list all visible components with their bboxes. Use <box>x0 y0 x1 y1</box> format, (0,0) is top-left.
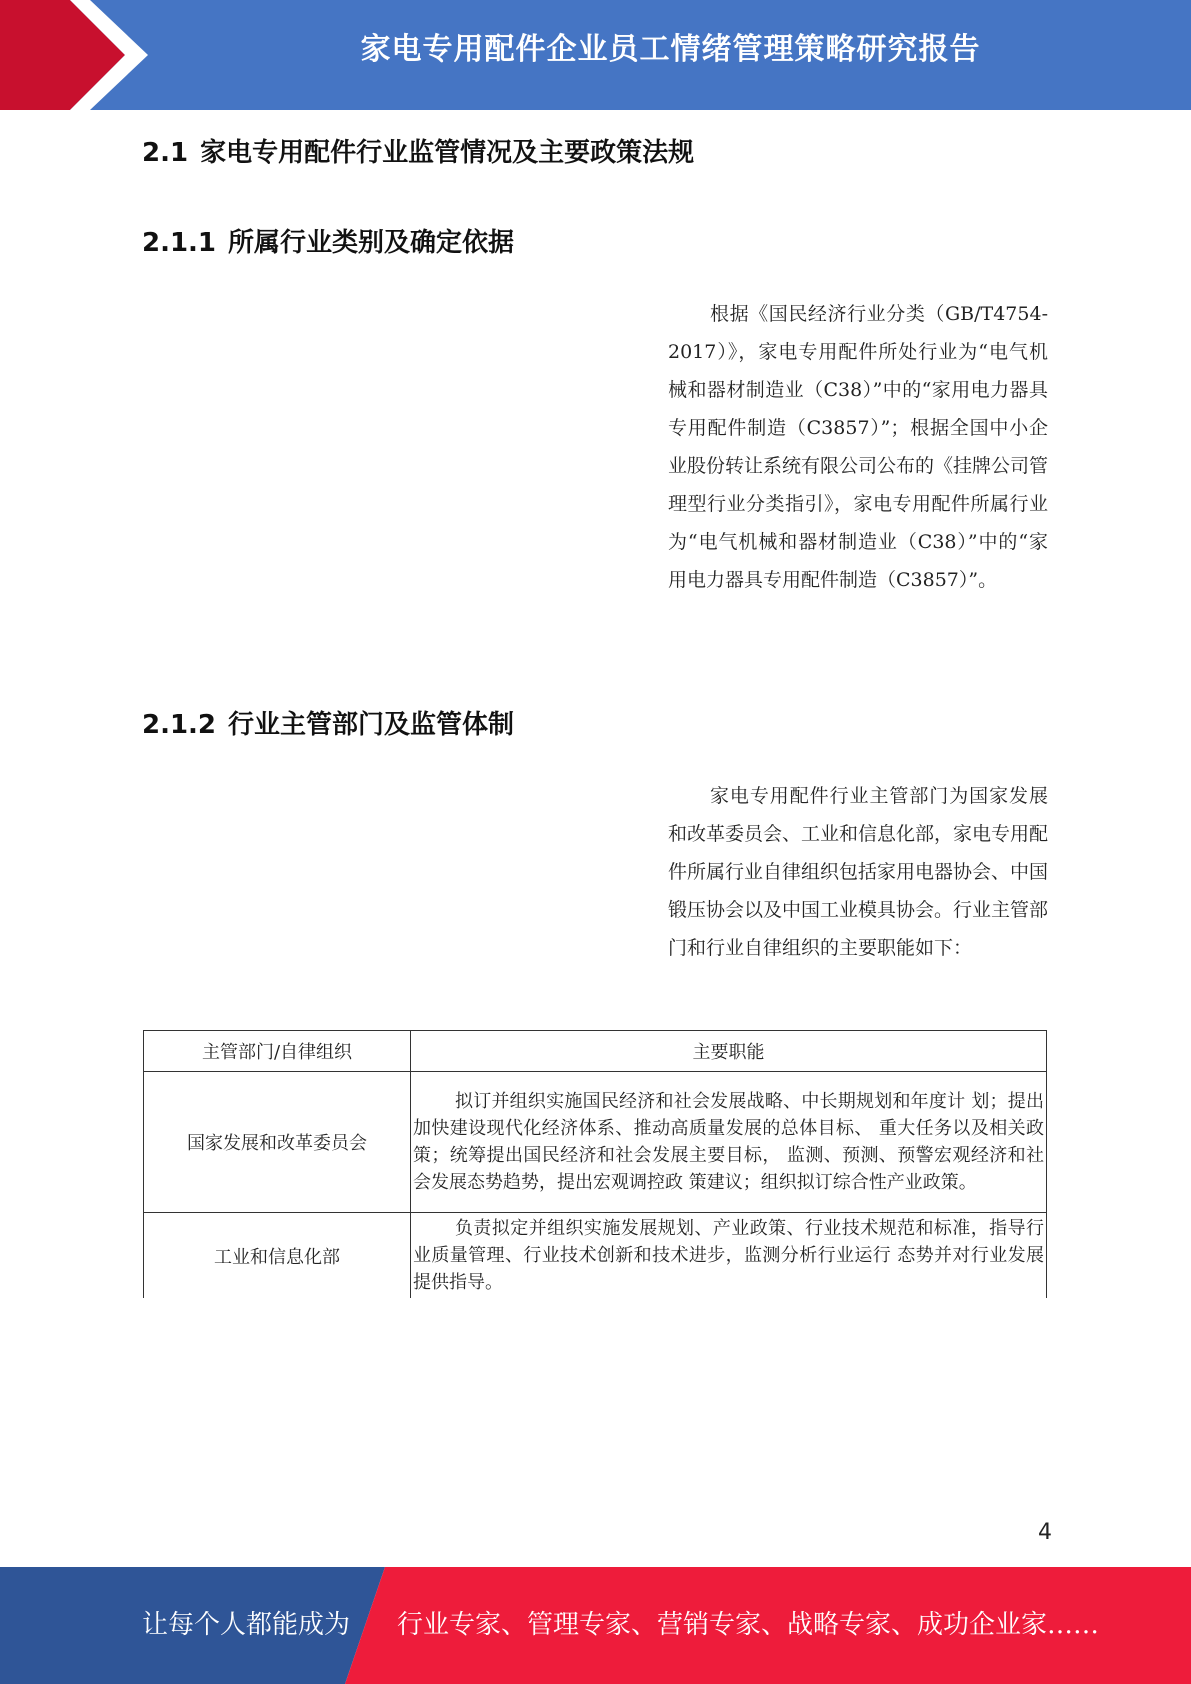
page-header <box>0 0 1191 110</box>
footer-slogan-right: 行业专家、管理专家、营销专家、战略专家、成功企业家…… <box>397 1610 1100 1640</box>
paragraph-industry-classification: 根据《国民经济行业分类（GB/T4754-2017）》，家电专用配件所处行业为“电气机械和器材制造业（C38）”中的“家用电力器具专用配件制造（C3857）”；根据全国中小企业股份转让系统有限公司公布的《挂牌公司管理型行业分类指引》，家电专用配件所属行业为“电气机械和器材制造业（C38）”中的“家用电力器具专用配件制造（C3857）”。 <box>668 303 1049 591</box>
paragraph-regulatory-authorities: 家电专用配件行业主管部门为国家发展和改革委员会、工业和信息化部，家电专用配件所属行业自律组织包括家用电器协会、中国锻压协会以及中国工业模具协会。行业主管部门和行业自律组织的主要职能如下： <box>668 785 1049 959</box>
section-title: 行业主管部门及监管体制 <box>228 710 515 740</box>
regulatory-duties-table-wrapper <box>143 1030 1047 1298</box>
section-heading-2-1 <box>142 132 694 169</box>
section-title: 所属行业类别及确定依据 <box>228 228 515 258</box>
regulatory-duties-table <box>143 1030 1047 1298</box>
column-header-organization: 主管部门/自律组织 <box>144 1031 411 1072</box>
page-number: 4 <box>1038 1520 1052 1545</box>
organization-cell: 工业和信息化部 <box>144 1213 411 1299</box>
section-number: 2.1.1 <box>142 228 217 258</box>
section-title: 家电专用配件行业监管情况及主要政策法规 <box>200 138 695 168</box>
page-footer <box>0 1567 1191 1684</box>
organization-cell: 国家发展和改革委员会 <box>144 1072 411 1213</box>
section-heading-2-1-2 <box>142 704 514 741</box>
report-title: 家电专用配件企业员工情绪管理策略研究报告 <box>360 32 981 67</box>
section-number: 2.1 <box>142 138 189 168</box>
table-row <box>144 1072 1047 1213</box>
duties-cell: 负责拟定并组织实施发展规划、产业政策、行业技术规范和标准，指导行业质量管理、行业技术创新和技术进步，监测分析行业运行 态势并对行业发展提供指导。 <box>411 1213 1047 1299</box>
column-header-duties: 主要职能 <box>411 1031 1047 1072</box>
section-heading-2-1-1 <box>142 222 514 259</box>
header-arrow-decoration <box>0 0 170 110</box>
table-row <box>144 1213 1047 1299</box>
duties-cell: 拟订并组织实施国民经济和社会发展战略、中长期规划和年度计 划；提出加快建设现代化经济体系、推动高质量发展的总体目标、 重大任务以及相关政策；统筹提出国民经济和社会发展主要目标， 监测、预测、预警宏观经济和社会发展态势趋势，提出宏观调控政 策建议；组织拟订综合性产业政策。 <box>411 1072 1047 1213</box>
table-header-row <box>144 1031 1047 1072</box>
footer-slogan-left: 让每个人都能成为 <box>142 1610 351 1640</box>
section-number: 2.1.2 <box>142 710 217 740</box>
